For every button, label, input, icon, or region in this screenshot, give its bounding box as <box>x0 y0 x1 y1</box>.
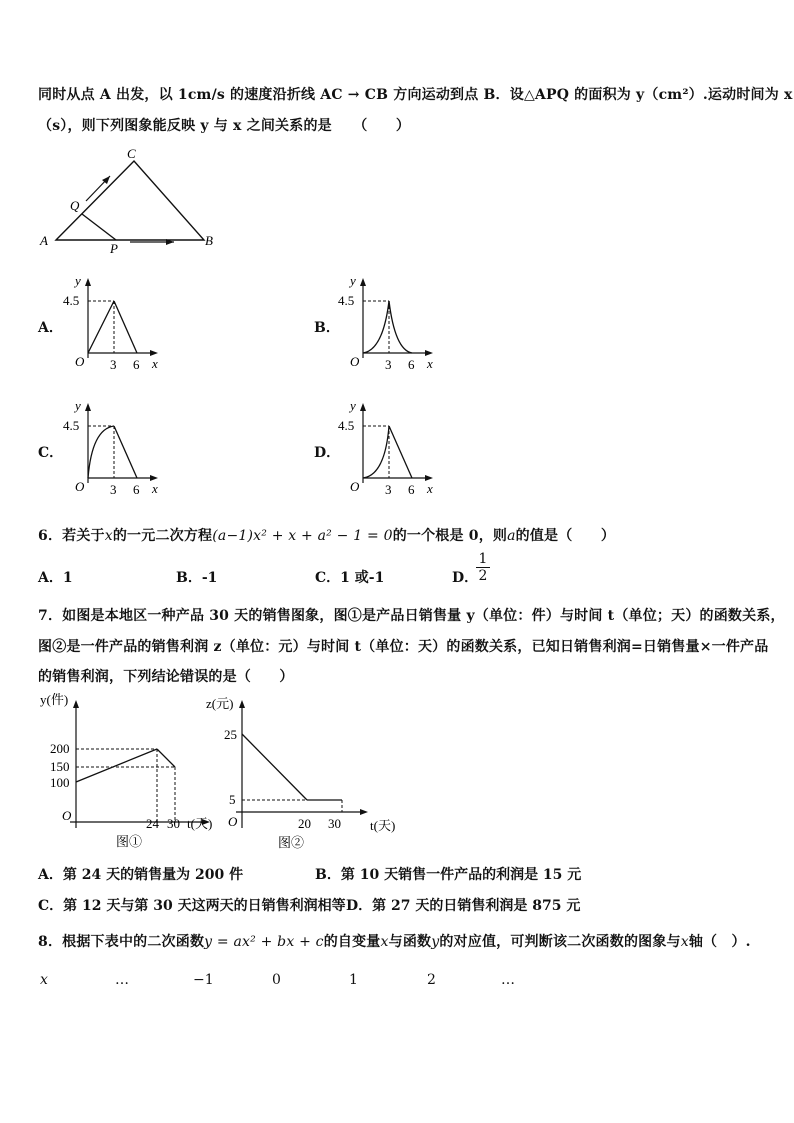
q6-option-d-fraction <box>476 551 490 584</box>
fig1-x-tick-24: 24 <box>146 816 159 831</box>
q8-var-x: x <box>380 934 389 950</box>
q8-stem <box>38 931 751 951</box>
y-tick: 4.5 <box>63 418 80 433</box>
fig2-x-label: t(天) <box>370 818 396 833</box>
fraction-denominator: 2 <box>478 568 488 584</box>
origin-label: O <box>75 479 85 494</box>
origin-label: O <box>350 479 360 494</box>
q5-graph-c <box>58 395 178 495</box>
table-cell: x <box>40 972 48 988</box>
fig2-origin: O <box>228 814 238 829</box>
q7-option-c[interactable]: C．第 12 天与第 30 天这两天的日销售利润相等 <box>38 898 346 914</box>
q7-figure-1 <box>36 690 222 852</box>
triangle-figure <box>36 144 226 256</box>
origin-label: O <box>75 354 85 369</box>
fig1-y-tick-100: 100 <box>50 775 70 790</box>
q8-var-y: y <box>431 934 440 950</box>
x-tick-1: 3 <box>110 482 117 497</box>
x-tick-2: 6 <box>408 482 415 497</box>
label-B: B <box>205 233 213 248</box>
origin-label: O <box>350 354 360 369</box>
table-cell: 1 <box>349 972 358 988</box>
q7-line1: 7．如图是本地区一种产品 30 天的销售图象，图①是产品日销售量 y（单位：件）与时间 t（单位；天）的函数关系， <box>38 608 785 624</box>
fig2-y-tick-5: 5 <box>229 792 236 807</box>
table-cell: … <box>501 972 515 988</box>
q8-mid1: 的自变量 <box>323 934 381 950</box>
q5-line2: （s），则下列图象能反映 y 与 x 之间关系的是 （ ） <box>38 118 411 134</box>
q6-option-b[interactable]: B．-1 <box>176 570 218 586</box>
x-tick-2: 6 <box>133 482 140 497</box>
x-axis-label: x <box>152 481 158 496</box>
q8-prefix: 8．根据下表中的二次函数 <box>38 934 205 950</box>
q6-stem <box>38 525 615 545</box>
fig1-y-label: y(件) <box>40 692 69 707</box>
fig1-caption: 图① <box>116 834 143 849</box>
x-tick-2: 6 <box>133 357 140 372</box>
table-cell: 2 <box>427 972 436 988</box>
x-axis-label: x <box>152 356 158 371</box>
x-tick-2: 6 <box>408 357 415 372</box>
table-cell: … <box>115 972 129 988</box>
y-tick: 4.5 <box>338 418 355 433</box>
fraction-numerator: 1 <box>476 551 490 568</box>
q7-option-a[interactable]: A．第 24 天的销售量为 200 件 <box>38 867 244 883</box>
x-tick-1: 3 <box>385 357 392 372</box>
y-axis-label: y <box>350 398 356 413</box>
y-axis-label: y <box>75 273 81 288</box>
fig2-caption: 图② <box>278 835 305 850</box>
q7-option-b[interactable]: B．第 10 天销售一件产品的利润是 15 元 <box>315 867 582 883</box>
q8-function: y = ax² + bx + c <box>204 934 324 950</box>
y-axis-label: y <box>350 273 356 288</box>
label-C: C <box>127 146 136 161</box>
q5-graph-d <box>333 395 453 495</box>
x-tick-1: 3 <box>385 482 392 497</box>
q7-figure-2 <box>206 690 410 852</box>
fig1-origin: O <box>62 808 72 823</box>
fig2-y-label: z(元) <box>206 696 234 711</box>
fig2-y-tick-25: 25 <box>224 727 237 742</box>
q5-line1: 同时从点 A 出发，以 1cm/s 的速度沿折线 AC → CB 方向运动到点 B．设△APQ 的面积为 y（cm²）.运动时间为 x <box>38 87 793 103</box>
q6-var-x: x <box>104 528 113 544</box>
fig1-y-tick-200: 200 <box>50 741 70 756</box>
fig2-x-tick-30: 30 <box>328 816 341 831</box>
q5-option-c-label[interactable]: C． <box>38 445 64 461</box>
q5-graph-b <box>333 270 453 370</box>
q6-option-c[interactable]: C．1 或-1 <box>315 570 385 586</box>
q6-mid2: 的一个根是 0，则 <box>392 528 508 544</box>
q5-option-a-label[interactable]: A． <box>38 320 63 336</box>
q6-option-a[interactable]: A．1 <box>38 570 73 586</box>
label-A: A <box>40 233 48 248</box>
label-P: P <box>110 241 118 256</box>
table-cell: −1 <box>193 972 214 988</box>
y-axis-label: y <box>75 398 81 413</box>
fig1-x-label: t(天) <box>187 816 213 831</box>
q6-mid1: 的一元二次方程 <box>112 528 213 544</box>
q6-prefix: 6．若关于 <box>38 528 105 544</box>
q6-option-d-label[interactable]: D． <box>452 570 479 586</box>
x-axis-label: x <box>427 356 433 371</box>
x-axis-label: x <box>427 481 433 496</box>
y-tick: 4.5 <box>63 293 80 308</box>
table-cell: 0 <box>272 972 281 988</box>
q6-equation: (a−1)x² + x + a² − 1 = 0 <box>212 528 393 544</box>
q8-mid2: 与函数 <box>388 934 432 950</box>
label-Q: Q <box>70 198 80 213</box>
fig1-x-tick-30: 30 <box>167 816 180 831</box>
q6-var-a: a <box>507 528 516 544</box>
q5-option-b-label[interactable]: B． <box>314 320 340 336</box>
q8-suffix: 的对应值，可判断该二次函数的图象与 <box>439 934 681 950</box>
q5-option-d-label[interactable]: D． <box>314 445 341 461</box>
x-tick-1: 3 <box>110 357 117 372</box>
y-tick: 4.5 <box>338 293 355 308</box>
fig1-y-tick-150: 150 <box>50 759 70 774</box>
q7-line3: 的销售利润，下列结论错误的是（ ） <box>38 669 294 685</box>
q7-option-d[interactable]: D．第 27 天的日销售利润是 875 元 <box>346 898 581 914</box>
fig2-x-tick-20: 20 <box>298 816 311 831</box>
q5-graph-a <box>58 270 178 370</box>
q7-line2: 图②是一件产品的销售利润 z（单位：元）与时间 t（单位：天）的函数关系，已知日销售利润=日销售量×一件产品 <box>38 639 769 655</box>
q6-suffix: 的值是（ ） <box>515 528 616 544</box>
q8-end: 轴（ ）. <box>688 934 751 950</box>
q8-axis-x: x <box>680 934 689 950</box>
